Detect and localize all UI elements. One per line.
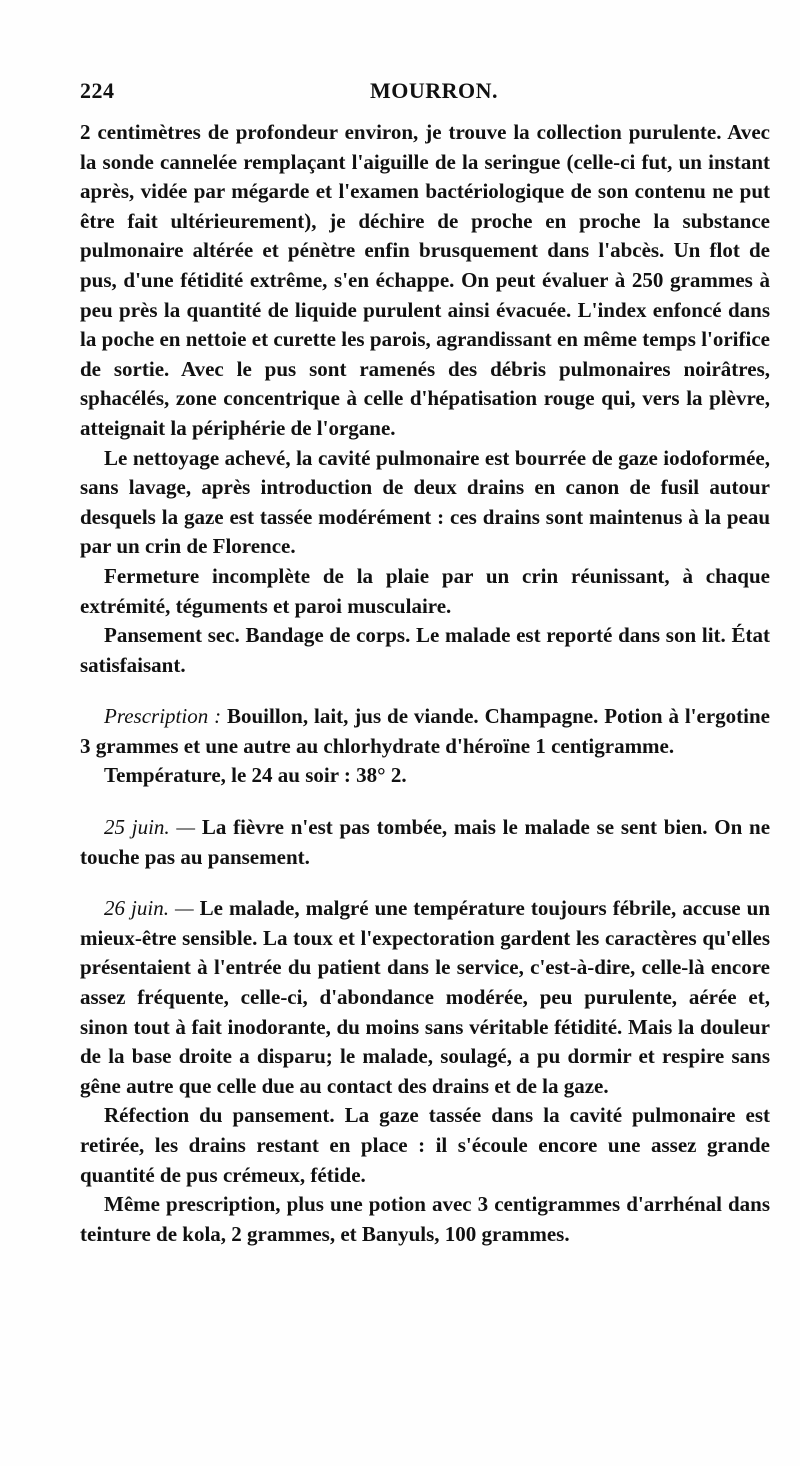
paragraph-june-26 xyxy=(80,894,770,1101)
body-text xyxy=(80,118,770,1249)
prescription-lead: Prescription : xyxy=(104,704,222,729)
paragraph-prescription xyxy=(80,702,770,761)
paragraph-dressing-renewal: Réfection du pansement. La gaze tassée dans la cavité pulmonaire est retirée, les drains restant en place : il s'écoule encore une assez grande quantité de pus crémeux, fétide. xyxy=(80,1103,770,1187)
paragraph-cleaning: Le nettoyage achevé, la cavité pulmonaire est bourrée de gaze iodoformée, sans lavage, après introduction de deux drains en canon de fusil autour desquels la gaze est tassée modérément : ces drains sont maintenus à la peau par un crin de Florence. xyxy=(80,445,770,559)
paragraph-dressing: Pansement sec. Bandage de corps. Le malade est reporté dans son lit. État satisfaisant. xyxy=(80,623,770,677)
paragraph-same-prescription: Même prescription, plus une potion avec 3 centigrammes d'arrhénal dans teinture de kola, 2 grammes, et Banyuls, 100 grammes. xyxy=(80,1192,770,1246)
paragraph-abscess-drainage: 2 centimètres de profondeur environ, je trouve la collection purulente. Avec la sonde cannelée remplaçant l'aiguille de la seringue (celle-ci fut, un instant après, vidée par mégarde et l'examen bactériologique de son contenu ne put être fait ultérieurement), je déchire de proche en proche la substance pulmonaire altérée et pénètre enfin brusquement dans l'abcès. Un flot de pus, d'une fétidité extrême, s'en échappe. On peut évaluer à 250 grammes à peu près la quantité de liquide purulent ainsi évacuée. L'index enfoncé dans la poche en nettoie et curette les parois, agrandissant en même temps l'orifice de sortie. Avec le pus sont ramenés des débris pulmonaires noirâtres, sphacélés, zone concentrique à celle d'hépatisation rouge qui, vers la plèvre, atteignait la périphérie de l'organe. xyxy=(80,120,770,440)
june-26-text: Le malade, malgré une température toujours fébrile, accuse un mieux-être sensible. La toux et l'expectoration gardent les caractères qu'elles présentaient à l'entrée du patient dans le service, c'est-à-dire, celle-là encore assez fréquente, celle-ci, d'abondance modérée, peu purulente, aérée et, sinon tout à fait inodorante, du moins sans véritable fétidité. Mais la douleur de la base droite a disparu; le malade, soulagé, a pu dormir et respire sans gêne autre que celle due au contact des drains et de la gaze. xyxy=(80,896,771,1098)
running-title: MOURRON. xyxy=(370,78,499,103)
prescription-text: Bouillon, lait, jus de viande. Champagne. Potion à l'ergotine 3 grammes et une autre au chlorhydrate d'héroïne 1 centigramme. xyxy=(80,704,770,758)
june-26-lead: 26 juin. — xyxy=(104,896,194,921)
paragraph-closure: Fermeture incomplète de la plaie par un crin réunissant, à chaque extrémité, téguments et paroi musculaire. xyxy=(80,563,770,618)
page-header xyxy=(80,78,770,112)
page-number: 224 xyxy=(80,78,115,103)
june-25-text: La fièvre n'est pas tombée, mais le malade se sent bien. On ne touche pas au pansement. xyxy=(80,815,771,869)
paragraph-temperature: Température, le 24 au soir : 38° 2. xyxy=(104,763,407,788)
paragraph-june-25 xyxy=(80,813,770,872)
june-25-lead: 25 juin. — xyxy=(104,815,196,840)
